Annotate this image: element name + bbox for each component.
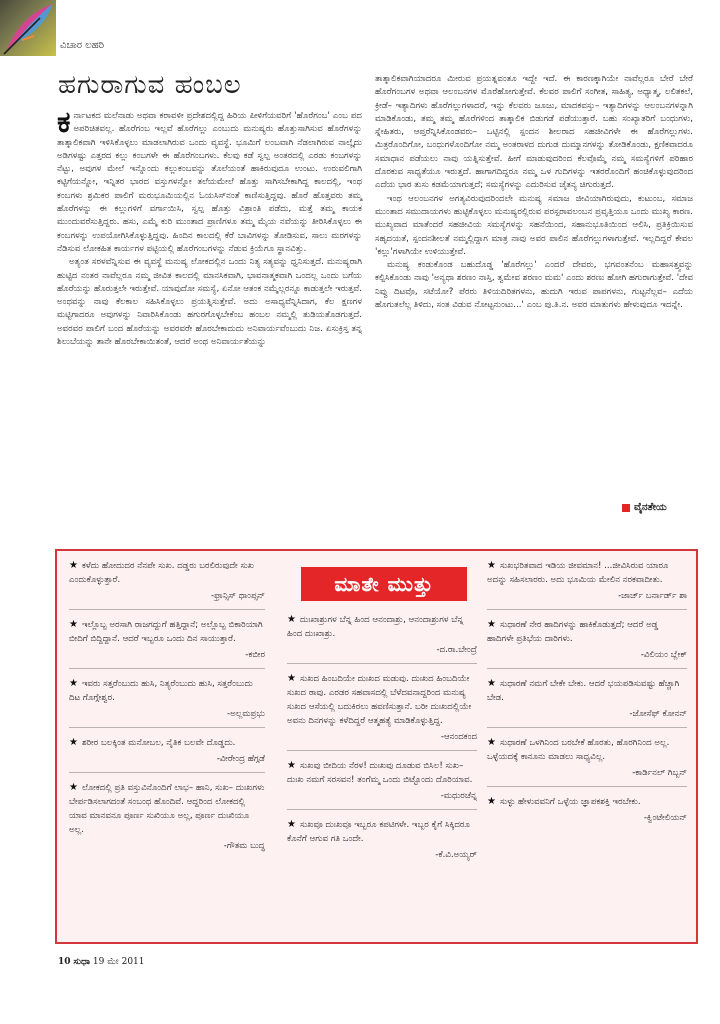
drop-cap: ಕ [57, 105, 71, 140]
quote-item: ★ ಸುಖವು ಬೀದಿಯ ನೆರಳ! ದುಃಖವು ದೂಡುವ ಬಿಸಿಲ! ಸುಖ– ದುಃಖ ನಮಗೆ ಸರಸವನ! ತಂಗೆಮ್ಮ ಒಂದು ಬಿಟ್ಟೊಂದು ದೊರಿಯಾವ. -ಮಧುರಚೆನ್ನ [287, 751, 477, 810]
quote-author: -ಫ್ರಾನ್ಸಿಸ್ ಥಾಂಪ್ಸನ್ [211, 591, 265, 601]
article-title: ಹಗುರಾಗುವ ಹಂಬಲ [58, 70, 242, 100]
quote-item: ★ ಸುಖದ ಹಿಂಬದಿಯೇ ದುಃಖದ ಮಡುವು. ದುಃಖದ ಹಿಂಬದಿಯೇ ಸುಖದ ಠಾವು. ಎರಡರ ಸಹವಾಸದಲ್ಲಿ ಬೆಳೆದವನಾದ್ದರಿಂದ ಮನುಷ್ಯ ಸುಖದ ಆಸೆಯಲ್ಲಿ ಬದುಕಿರಲು ಹವಣಿಸುತ್ತಾನೆ. ಬರೀ ದುಃಖದಲ್ಲಿಯೇ ಅವನು ದಿನಗಳನ್ನು ಕಳೆದಿದ್ದರೆ ಆತ್ಮಹತ್ಯೆ ಮಾಡಿಕೊಳ್ಳುತ್ತಿದ್ದ. -ಆನಂದಕಂದ [287, 664, 477, 751]
star-icon: ★ [287, 819, 296, 830]
quote-item: ★ ಸುಧಾರಣೆ ಒಳಗಿನಿಂದ ಬರಬೇಕೆ ಹೊರತು, ಹೊರಗಿನಿಂದ ಅಲ್ಲ. ಒಳ್ಳೆಯದಕ್ಕೆ ಕಾನೂನು ಮಾಡಲು ಸಾಧ್ಯವಿಲ್ಲ. -ಕಾರ್ಡಿನಲ್ ಗಿಬ್ಬನ್ [487, 728, 687, 787]
quote-item: ★ ದುಃಖಾಶ್ರುಗಳ ಬೆನ್ನ ಹಿಂದ ಆನಂದಾಶ್ರು, ಆನಂದಾಶ್ರುಗಳ ಬೆನ್ನ ಹಿಂದ ದುಃಖಾಶ್ರು. -ದ.ರಾ.ಬೇಂದ್ರೆ [287, 605, 477, 664]
article-paragraph: ಅತ್ಯಂತ ಸರಳವೆನ್ನಿಸುವ ಈ ವ್ಯವಸ್ಥೆ ಮನುಷ್ಯ ಲೋಕದಲ್ಲಿನ ಒಂದು ನಿತ್ಯ ಸತ್ಯವನ್ನು ಧ್ವನಿಸುತ್ತದೆ. ಮನುಷ್ಯರಾಗಿ ಹುಟ್ಟಿದ ನಂತರ ನಾವೆಲ್ಲರೂ ನಮ್ಮ ಜೀವಿತ ಕಾಲದಲ್ಲಿ ಮಾನಸಿಕವಾಗಿ, ಭಾವನಾತ್ಮಕವಾಗಿ ಒಂದಲ್ಲ ಒಂದು ಬಗೆಯ ಹೊರೆಯನ್ನು ಹೊರುತ್ತಲೇ ಇರುತ್ತೇವೆ. ಯಾವುದೋ ಸಮಸ್ಯೆ, ಏನೋ ಆತಂಕ ನಮ್ಮೆಲ್ಲರನ್ನೂ ಕಾಡುತ್ತಲೇ ಇರುತ್ತವೆ. ಅಂಥವನ್ನು ನಾವು ಕೆಲಕಾಲ ಸಹಿಸಿಕೊಳ್ಳಲು ಪ್ರಯತ್ನಿಸುತ್ತೇವೆ. ಅದು ಅಸಾಧ್ಯವೆನ್ನಿಸಿದಾಗ, ಕೆಲ ಕ್ಷಣಗಳ ಮಟ್ಟಿಗಾದರೂ ಅವುಗಳನ್ನು ನಿವಾರಿಸಿಕೊಂಡು ಹಗುರಗೊಳ್ಳಬೇಕೆಂಬ ಹಂಬಲ ನಮ್ಮಲ್ಲಿ ತುಡಿಯತೊಡಗುತ್ತದೆ. ಅವರವರ ಪಾಲಿಗೆ ಬಂದ ಹೊರೆಯನ್ನು ಅವರವರೇ ಹೊರಬೇಕಾದುದು ಅನಿವಾರ್ಯವೆಂಬುದು ನಿಜ. ಏಸುಕ್ರಿಸ್ತ ತನ್ನ ಶಿಲುಬೆಯನ್ನು ತಾನೇ ಹೊರಬೇಕಾಯಿತಂತೆ, ಆದರೆ ಅಂಥ ಅನಿವಾರ್ಯತೆಯನ್ನು [57, 257, 362, 348]
article-paragraph: ತಾತ್ಕಾಲಿಕವಾಗಿಯಾದರೂ ಮೀರುವ ಪ್ರಯತ್ನವಂತೂ ಇದ್ದೇ ಇದೆ. ಈ ಕಾರಣಕ್ಕಾಗಿಯೇ ನಾವೆಲ್ಲರೂ ಬೇರೆ ಬೇರೆ ಹೊರೆಗಂಬಗಳ ಅಥವಾ ಆಲಂಬನಗಳ ಮೊರೆಹೋಗುತ್ತೇವೆ. ಕೆಲವರ ಪಾಲಿಗೆ ಸಂಗೀತ, ಸಾಹಿತ್ಯ, ಅಧ್ಯಾತ್ಮ, ಲಲಿತಕಲೆ, ಕ್ರೀಡೆ– ಇತ್ಯಾದಿಗಳು ಹೊರೆಗಲ್ಲುಗಳಾದರೆ, ಇನ್ನು ಕೆಲವರು ಜೂಜು, ಮಾದಕವಸ್ತು– ಇತ್ಯಾದಿಗಳನ್ನು ಆಲಂಬನಗಳನ್ನಾಗಿ ಮಾಡಿಕೊಂಡು, ತಮ್ಮ ತಮ್ಮ ಹೊರೆಗಳಿಂದ ತಾತ್ಕಾಲಿಕ ಬಿಡುಗಡೆ ಪಡೆಯುತ್ತಾರೆ. ಬಹು ಸಂಖ್ಯಾತರಿಗೆ ಬಂಧುಗಳು, ಸ್ನೇಹಿತರು, ಆಪ್ತರೆನ್ನಿಸಿಕೊಂಡವರು– ಒಟ್ಟಿನಲ್ಲಿ ಸ್ಪಂದನ ಶೀಲರಾದ ಸಹಜೀವಿಗಳೇ ಈ ಹೊರೆಗಲ್ಲುಗಳು. ಮಿತ್ರರೊಂದಿಗೋ, ಬಂಧುಗಳೊಂದಿಗೋ ನಮ್ಮ ಅಂತರಾಳದ ದುಗುಡ ದುಮ್ಮಾನಗಳನ್ನು ತೋಡಿಕೊಂಡು, ಕ್ಷಣಿಕವಾದರೂ ಸಮಾಧಾನ ಪಡೆಯಲು ನಾವು ಯತ್ನಿಸುತ್ತೇವೆ. ಹೀಗೆ ಮಾಡುವುದರಿಂದ ಕೆಲವೊಮ್ಮೆ ನಮ್ಮ ಸಮಸ್ಯೆಗಳಿಗೆ ಪರಿಹಾರ ದೊರಕುವ ಸಾಧ್ಯತೆಯೂ ಇರುತ್ತದೆ. ಹಾಗಾಗದಿದ್ದರೂ ನಮ್ಮ ಒಳ ಗುದಿಗಳನ್ನು ಇತರರೊಂದಿಗೆ ಹಂಚಿಕೊಳ್ಳುವುದರಿಂದ ಎದೆಯ ಭಾರ ತುಸು ಕಡಮೆಯಾಗುತ್ತದೆ; ಸಮಸ್ಯೆಗಳನ್ನು ಎದುರಿಸುವ ಚೈತನ್ಯ ಚಿಗುರುತ್ತದೆ. [375, 74, 693, 191]
quotes-column-2 [287, 551, 477, 868]
quote-author: -ವೀರೇಂದ್ರ ಹೆಗ್ಗಡೆ [216, 754, 265, 764]
article-paragraph: ಮನುಷ್ಯ ಕಂಡುಕೊಂಡ ಬಹುದೊಡ್ಡ 'ಹೊರೆಗಲ್ಲು' ಎಂದರೆ ದೇವರು, ಭಗವಂತನೆಂಬ ಮಹಾಸತ್ತ್ವವನ್ನು ಕಲ್ಪಿಸಿಕೊಂಡು ನಾವು 'ಅನ್ಯಥಾ ಶರಣಂ ನಾಸ್ತಿ, ತ್ವಮೇವ ಶರಣಂ ಮಮ' ಎಂದು ಶರಣು ಹೋಗಿ ಹಗುರಾಗುತ್ತೇವೆ. 'ದೇವ ನಿವ್ವು ದಿಟವೊ, ಸಟೆಯೋ? ಪೆರರು ತಿಳಿಯದಿರಿತಗಳನು, ಹುದುಗಿ ಇರುವ ಪಾಪಗಳನು, ಗುಟ್ಟನೆಲ್ಲವ– ಎದೆಯ ಹೊಗುತಲೆಲ್ಲ ತಿಳಿದು, ಸಂತ ವಿಡುವ ನೋಟ್ಟನುಂಟು...' ಎಂಬ ಪು.ತಿ.ನ. ಅವರ ಮಾತುಗಳು ಹೇಳುವುದೂ ಇದನ್ನೇ. [375, 260, 693, 311]
article-paragraph: ಕರ್ನಾಟಕದ ಮಲೆನಾಡು ಅಥವಾ ಕರಾವಳೀ ಪ್ರದೇಶದಲ್ಲಿದ್ದ ಹಿರಿಯ ಪೀಳಿಗೆಯವರಿಗೆ 'ಹೊರೆಗಂಬ' ಎಂಬ ಪದ ಅಪರಿಚಿತವಲ್ಲ. ಹೊರೆಗಂಬ ಇಲ್ಲವೆ ಹೊರೆಗಲ್ಲು ಎಂಬುದು ಮನುಷ್ಯರು ಹೊತ್ತುಸಾಗಿಸುವ ಹೊರೆಗಳನ್ನು ತಾತ್ಕಾಲಿಕವಾಗಿ ಇಳಿಸಿಕೊಳ್ಳಲು ಮಾಡಲಾಗಿರುವ ಒಂದು ವ್ಯವಸ್ಥೆ. ಭೂಮಿಗೆ ಲಂಬವಾಗಿ ನೆಡಲಾಗಿರುವ ನಾಲ್ಕೈದು ಅಡಿಗಳಷ್ಟು ಎತ್ತರದ ಕಲ್ಲು ಕಂಬಗಳೇ ಈ ಹೊರೆಗಂಬಗಳು. ಕೆಲವು ಕಡೆ ಸ್ವಲ್ಪ ಅಂತರದಲ್ಲಿ ಎರಡು ಕಂಬಗಳನ್ನು ನೆಟ್ಟು, ಅವುಗಳ ಮೇಲೆ ಇನ್ನೊಂದು ಕಲ್ಲುಕಂಬವನ್ನು ತೊಲೆಯಂತೆ ಹಾಕಿರುವುದೂ ಉಂಟು. ಉರುವಲಿಗಾಗಿ ಕಟ್ಟಿಗೆಯನ್ನೋ, ಇನ್ನಿತರ ಭಾರದ ವಸ್ತುಗಳನ್ನೋ ತಲೆಯಮೇಲೆ ಹೊತ್ತು ಸಾಗಿಸಬೇಕಾಗಿದ್ದ ಕಾಲದಲ್ಲಿ, ಇಂಥ ಕಂಬಗಳು ಶ್ರಮಿಕರ ಪಾಲಿಗೆ ಮರುಭೂಮಿಯಲ್ಲಿನ ಓಯಸಿಸ್‌ನಂತೆ ಕಾಣಿಸುತ್ತಿದ್ದವು. ಹೊರೆ ಹೊತ್ತವರು ತಮ್ಮ ಹೊರೆಗಳನ್ನು ಈ ಕಲ್ಲುಗಳಿಗೆ ವರ್ಗಾಯಿಸಿ, ಸ್ವಲ್ಪ ಹೊತ್ತು ವಿಶ್ರಾಂತಿ ಪಡೆದು, ಮತ್ತೆ ತಮ್ಮ ಕಾಯಕ ಮುಂದುವರೆಸುತ್ತಿದ್ದರು. ಹಸು, ಎಮ್ಮೆ ಕುರಿ ಮುಂತಾದ ಪ್ರಾಣಿಗಳೂ ತಮ್ಮ ಮೈಯ ನವೆಯನ್ನು ತೀರಿಸಿಕೊಳ್ಳಲು ಈ ಕಂಬಗಳನ್ನು ಉಪಯೋಗಿಸಿಕೊಳ್ಳುತ್ತಿದ್ದವು. ಹಿಂದಿನ ಕಾಲದಲ್ಲಿ ಕೆರೆ ಬಾವಿಗಳನ್ನು ತೋಡಿಸುವ, ಸಾಲು ಮರಗಳನ್ನು ನೆಡಿಸುವ ಲೋಕಹಿತ ಕಾರ್ಯಗಳ ಪಟ್ಟಿಯಲ್ಲಿ ಹೊರೆಗಂಬಗಳನ್ನು ನೆಡುವ ಕ್ರಿಯೆಗೂ ಸ್ಥಾನವಿತ್ತು. [57, 105, 362, 254]
feather-quill-icon [0, 0, 56, 56]
article-right-column [375, 73, 693, 312]
star-icon: ★ [69, 619, 78, 630]
issue-date: 19 ಮೇ 2011 [92, 957, 145, 967]
page-footer [58, 957, 145, 967]
star-icon: ★ [287, 760, 296, 771]
page-number: 10 [58, 957, 71, 967]
author-byline [622, 502, 667, 513]
star-icon: ★ [69, 737, 78, 748]
quote-author: -ವಿಲಿಯಂ ಬ್ಲೇಕ್ [640, 650, 687, 660]
quote-item: ★ ಸುಧಾರಣೆ ನಮಗೆ ಬೇಕೇ ಬೇಕು. ಆದರೆ ಭಯಪಡಿಸುವಷ್ಟು ಹೆಚ್ಚಾಗಿ ಬೇಡ. -ಜೋಸೆಫ್ ಕೋನನ್ [487, 669, 687, 728]
quote-item: ★ ಇಲ್ಲೊಬ್ಬ ಅರಸಾಗಿ ರಾಜಗದ್ದುಗೆ ಹತ್ತಿದ್ದಾನೆ; ಅಲ್ಲೊಬ್ಬ ಬಿಕಾರಿಯಾಗಿ ಬೀದಿಗೆ ಬಿದ್ದಿದ್ದಾನೆ. ಆದರೆ ಇಬ್ಬರೂ ಒಂದು ದಿನ ಸಾಯುತ್ತಾರೆ. -ಕಬೀರ [69, 610, 265, 669]
quote-author: -ಮಧುರಚೆನ್ನ [440, 791, 477, 801]
magazine-name: ಸುಧಾ [73, 957, 91, 967]
quote-author: -ಜಾರ್ಜ್ ಬರ್ನಾರ್ಡ್ ಶಾ [618, 591, 687, 601]
star-icon: ★ [69, 560, 78, 571]
red-square-icon [622, 504, 630, 512]
quotes-banner: ಮಾತೇ ಮುತ್ತು [301, 567, 467, 601]
quote-item: ★ ಸುಧಾರಣೆ ನೇರ ಹಾದಿಗಳನ್ನು ಹಾಕಿಕೊಡುತ್ತದೆ; ಆದರೆ ಅಡ್ಡ ಹಾದಿಗಳೇ ಪ್ರತಿಭೆಯ ದಾರಿಗಳು. -ವಿಲಿಯಂ ಬ್ಲೇಕ್ [487, 610, 687, 669]
quote-author: -ಕಬೀರ [245, 650, 265, 660]
quotes-column-3 [487, 551, 687, 831]
article-left-column [57, 105, 362, 349]
star-icon: ★ [287, 614, 296, 625]
star-icon: ★ [487, 678, 496, 689]
author-name: ವೈನತೇಯ [634, 502, 667, 513]
star-icon: ★ [69, 782, 78, 793]
star-icon: ★ [487, 619, 496, 630]
star-icon: ★ [69, 678, 78, 689]
article-paragraph: ಇಂಥ ಆಲಂಬನಗಳ ಅಗತ್ಯವಿರುವುದರಿಂದಲೇ ಮನುಷ್ಯ ಸಮಾಜ ಜೀವಿಯಾಗಿರುವುದು, ಕುಟುಂಬ, ಸಮಾಜ ಮುಂತಾದ ಸಮುದಾಯಗಳು ಹುಟ್ಟಿಕೊಳ್ಳಲು ಮನುಷ್ಯರಲ್ಲಿರುವ ಪರಸ್ಪರಾವಲಂಬನ ಪ್ರವೃತ್ತಿಯೂ ಒಂದು ಮುಖ್ಯ ಕಾರಣ. ಮುಖ್ಯವಾದ ಮಾತೆಂದರೆ ಸಹಜೀವಿಯ ಸಮಸ್ಯೆಗಳನ್ನು ಸಹನೆಯಿಂದ, ಸಹಾನುಭೂತಿಯಿಂದ ಆಲಿಸಿ, ಪ್ರತಿಕ್ರಿಯಿಸುವ ಸಹೃದಯತೆ, ಸ್ಪಂದನಶೀಲತೆ ನಮ್ಮಲ್ಲಿದ್ದಾಗ ಮಾತ್ರ ನಾವು ಅವರ ಪಾಲಿನ ಹೊರೆಗಲ್ಲುಗಳಾಗುತ್ತೇವೆ. ಇಲ್ಲದಿದ್ದರೆ ಕೇವಲ 'ಕಲ್ಲು'ಗಳಾಗಿಯೇ ಉಳಿಯುತ್ತೇವೆ. [375, 193, 693, 257]
section-label: ವಿಚಾರ ಲಹರಿ [60, 40, 104, 51]
star-icon: ★ [287, 673, 296, 684]
star-icon: ★ [487, 560, 496, 571]
quote-item: ★ ಶರೀರ ಬಲಕ್ಕಿಂತ ಮನೋಬಲ, ನೈತಿಕ ಬಲವೇ ದೊಡ್ಡದು. -ವೀರೇಂದ್ರ ಹೆಗ್ಗಡೆ [69, 728, 265, 773]
quote-item: ★ ಸುಖಭರಿತವಾದ ಇಡಿಯ ಜೀವಮಾನ! ...ಜೀವಿಸಿರುವ ಯಾರೂ ಅದನ್ನು ಸಹಿಸಲಾರರು. ಅದು ಭೂಮಿಯ ಮೇಲಿನ ನರಕವಾದೀತು. -ಜಾರ್ಜ್ ಬರ್ನಾರ್ಡ್ ಶಾ [487, 551, 687, 610]
quote-author: -ಅಲ್ಲಮಪ್ರಭು [226, 709, 265, 719]
star-icon: ★ [487, 796, 496, 807]
quote-item: ★ ಇವರು ಸತ್ತರೆಂಬುದು ಹುಸಿ, ನಿತ್ಯರೆಂಬುದು ಹುಸಿ, ಸತ್ತರೆಂಬುದು ದಿಟ ಗೊಗ್ಗೇಶ್ವರ. -ಅಲ್ಲಮಪ್ರಭು [69, 669, 265, 728]
quote-author: -ದ.ರಾ.ಬೇಂದ್ರೆ [436, 645, 477, 655]
quote-author: -ಕಾರ್ಡಿನಲ್ ಗಿಬ್ಬನ್ [632, 768, 687, 778]
star-icon: ★ [487, 737, 496, 748]
quotes-box [55, 549, 698, 944]
quote-item: ★ ಕಳೆದು ಹೋದುದರ ನೆನಪೇ ಸುಖ. ದಡ್ಡರು ಬರಲಿರುವುದೇ ಸುಖ ಎಂದುಕೊಳ್ಳುತ್ತಾರೆ. -ಫ್ರಾನ್ಸಿಸ್ ಥಾಂಪ್ಸನ್ [69, 551, 265, 610]
quote-item: ★ ಸುಳ್ಳು ಹೇಳುವವನಿಗೆ ಒಳ್ಳೆಯ ಜ್ಞಾಪಕಶಕ್ತಿ ಇರಬೇಕು. -ಕ್ವಿಂಟೇಲಿಯನ್ [487, 796, 687, 823]
quote-author: -ಗೌತಮ ಬುದ್ಧ [223, 841, 265, 851]
quote-author: -ಕ್ವಿಂಟೇಲಿಯನ್ [643, 813, 687, 823]
quotes-column-1 [69, 551, 265, 859]
quote-item: ★ ಸುಖವೂ ದುಃಖವೂ ಇಬ್ಬರೂ ಕಪಟಿಗಳೇ. ಇಬ್ಬರ ಕೈಗೆ ಸಿಕ್ಕಿದರೂ ಕೊನೆಗೆ ಆಗುವ ಗತಿ ಒಂದೇ. -ಕೆ.ವಿ.ಅಯ್ಯರ್ [287, 819, 477, 860]
quote-item: ★ ಲೋಕದಲ್ಲಿ ಪ್ರತಿ ವಸ್ತುವಿನೊಂದಿಗೆ ಲಾಭ– ಹಾನಿ, ಸುಖ– ದುಃಖಗಳು ಬೇರ್ಪಡಿಸಲಾಗದಂತೆ ಸಂಬಂಧ ಹೊಂದಿವೆ. ಆದ್ದರಿಂದ ಲೋಕದಲ್ಲಿ ಯಾವ ಮಾನವನೂ ಪೂರ್ಣ ಸುಖಿಯೂ ಅಲ್ಲ, ಪೂರ್ಣ ದುಃಖಿಯೂ ಅಲ್ಲ. -ಗೌತಮ ಬುದ್ಧ [69, 782, 265, 851]
quote-author: -ಜೋಸೆಫ್ ಕೋನನ್ [629, 709, 687, 719]
quote-author: -ಆನಂದಕಂದ [440, 732, 477, 742]
quote-author: -ಕೆ.ವಿ.ಅಯ್ಯರ್ [435, 850, 477, 860]
